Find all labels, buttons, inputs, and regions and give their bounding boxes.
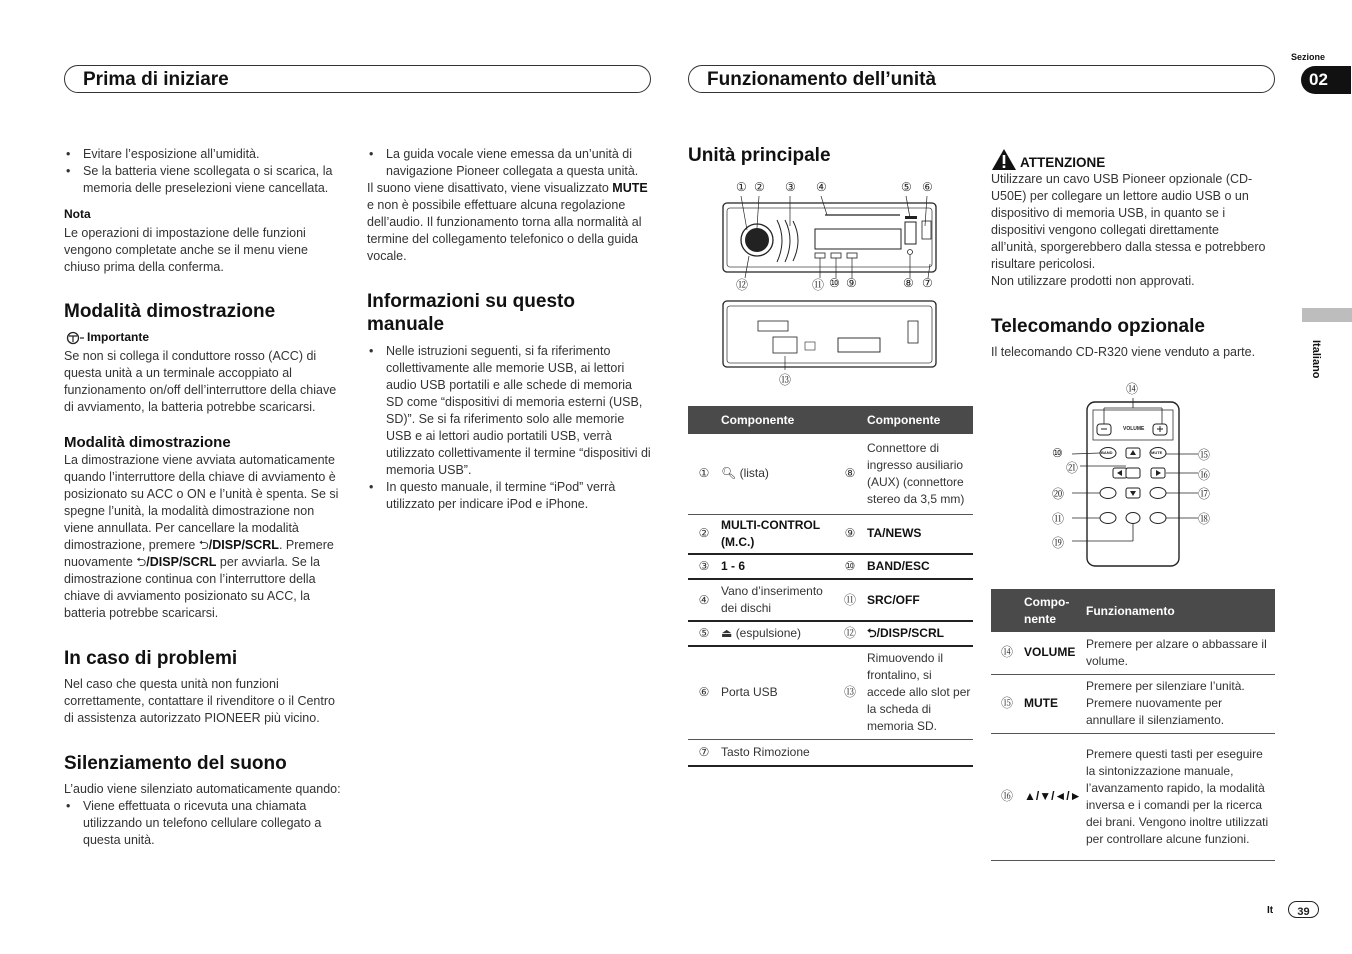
table-cell: [720, 621, 834, 646]
components-table: [688, 406, 973, 767]
section-header-left-title: Prima di iniziare: [83, 69, 229, 90]
column-4: [991, 148, 1266, 361]
telecomando-heading: Telecomando opzionale: [991, 316, 1205, 337]
table-cell-text: (lista): [739, 466, 769, 481]
section-header-right-title: Funzionamento dell’unità: [707, 69, 937, 90]
callout-label: ④: [816, 180, 827, 194]
table-cell: ⑧: [834, 434, 866, 514]
table-cell-text: /DISP/SCRL: [876, 626, 944, 640]
table-cell: 1 - 6: [720, 554, 834, 579]
demo-text: [64, 452, 347, 622]
callout-label: ⑭: [1126, 382, 1139, 396]
problemi-heading: In caso di problemi: [64, 648, 238, 669]
table-cell: Vano d’inserimento dei dischi: [720, 579, 834, 621]
table-cell: ⑩: [834, 554, 866, 579]
language-label: Italiano: [1310, 340, 1322, 379]
section-number-text: 02: [1309, 70, 1328, 89]
callout-label: ⑰: [1198, 487, 1211, 501]
table-row: [688, 554, 973, 579]
callout-label: ⑳: [1052, 487, 1065, 501]
section-header-left: [64, 65, 651, 93]
table-row: [991, 733, 1275, 860]
callout-label: ⑮: [1198, 448, 1211, 462]
list-item: • In questo manuale, il termine “iPod” verrà utilizzato per indicare iPod e iPhone.: [367, 479, 651, 513]
back-icon: ⮌: [136, 555, 147, 569]
table-header-cell: Componente: [720, 406, 834, 434]
table-cell: SRC/OFF: [866, 579, 973, 621]
table-cell: Porta USB: [720, 646, 834, 739]
table-header-cell: [834, 406, 866, 434]
table-row: [991, 632, 1275, 674]
column-1: [64, 146, 347, 849]
table-row: [688, 739, 973, 766]
demo-key-1: /DISP/SCRL: [208, 538, 279, 552]
importante-row: [64, 329, 347, 346]
search-icon: 🔍︎: [721, 466, 737, 481]
table-cell: Tasto Rimozione: [720, 739, 973, 766]
info-heading: Informazioni su questo manuale: [367, 291, 575, 335]
mute-text: [367, 180, 651, 265]
column-2: [367, 146, 651, 513]
list-item: • Nelle istruzioni seguenti, si fa riferimento collettivamente alle memorie USB, ai lettori audio USB portatili e alle schede di memoria SD come “dispositivi di memoria esterni (USB, SD)”. Se si fa riferimento solo alle memorie USB e ai lettori audio portatili USB, verrà utilizzato collettivamente il termine “dispositivi di memoria USB”.: [367, 343, 651, 479]
importante-text: Se non si collega il conduttore rosso (ACC) di questa unità a un terminale accoppiato al funzionamento on/off dell’interruttore della chiave di avviamento, la batteria potrebbe scaricarsi.: [64, 349, 337, 414]
callout-label: ⑬: [779, 373, 792, 387]
table-cell: BAND/ESC: [866, 554, 973, 579]
table-row: [688, 579, 973, 621]
language-tab: [1302, 308, 1352, 322]
table-cell: [866, 621, 973, 646]
demo-key-2: /DISP/SCRL: [146, 555, 217, 569]
table-cell: Premere questi tasti per eseguire la sintonizzazione manuale, l’avanzamento rapido, la modalità inversa e i comandi per la ricerca dei brani. Vengono inoltre utilizzati per controllare alcune funzioni.: [1085, 733, 1275, 860]
table-cell: ⑥: [688, 646, 720, 739]
important-icon: [64, 331, 84, 345]
table-cell: ②: [688, 514, 720, 554]
mute-text-part1: Il suono viene disattivato, viene visualizzato: [367, 181, 613, 195]
section-label: Sezione: [1291, 52, 1326, 62]
callout-label: ⑦: [922, 276, 933, 290]
head-unit-figure: [715, 178, 945, 393]
list-item: • Evitare l’esposizione all’umidità.: [64, 146, 347, 163]
callout-label: ㉑: [1066, 461, 1079, 475]
table-cell: TA/NEWS: [866, 514, 973, 554]
table-cell: ⑯: [991, 733, 1023, 860]
table-cell: ⑪: [834, 579, 866, 621]
table-header-row: [991, 589, 1275, 632]
table-cell: VOLUME: [1023, 632, 1085, 674]
callout-label: ⑩: [829, 276, 840, 290]
problemi-text: Nel caso che questa unità non funzioni correttamente, contattare il rivenditore o il Centro di assistenza autorizzato PIONEER più vicino.: [64, 677, 335, 725]
attention-title: ATTENZIONE: [1020, 155, 1106, 170]
callout-label: ⑪: [1052, 512, 1065, 526]
callout-label: ②: [754, 180, 765, 194]
table-cell: Rimuovendo il frontalino, si accede allo slot per la scheda di memoria SD.: [866, 646, 973, 739]
remote-mute-text: MUTE: [1151, 450, 1163, 455]
table-cell-text: (espulsione): [735, 626, 802, 640]
eject-icon: ⏏: [721, 626, 733, 640]
demo-subheading: Modalità dimostrazione: [64, 434, 231, 451]
footer-lang: It: [1267, 905, 1274, 916]
attention-text-2: Non utilizzare prodotti non approvati.: [991, 274, 1195, 288]
callout-label: ③: [785, 180, 796, 194]
callout-label: ⑨: [846, 276, 857, 290]
unita-title: Unità principale: [688, 145, 831, 166]
table-cell: ⑨: [834, 514, 866, 554]
silenz-text: L’audio viene silenziato automaticamente quando:: [64, 782, 341, 796]
table-header-cell: [688, 406, 720, 434]
demo-text-part1: La dimostrazione viene avviata automaticamente quando l’interruttore della chiave di avviamento è posizionato su ACC o ON e l’unità è spenta. Se si spegne l’unità, la modalità dimostrazione non viene annullata. Per cancellare la modalità dimostrazione, premere: [64, 453, 339, 552]
section-number: [1301, 66, 1351, 94]
list-item: • Viene effettuata o ricevuta una chiamata utilizzando un telefono cellulare collegato a questa unità.: [64, 798, 347, 849]
callout-label: ⑯: [1198, 468, 1211, 482]
unita-heading: [688, 144, 831, 167]
callout-label: ⑥: [922, 180, 933, 194]
callout-label: ①: [736, 180, 747, 194]
table-row: [688, 514, 973, 554]
table-header-cell: [991, 589, 1023, 632]
table-header-cell: Componente: [866, 406, 973, 434]
table-cell: ⑤: [688, 621, 720, 646]
demo-text-part3: per avviarla. Se la dimostrazione continua con l’interruttore della chiave di avviamento posizionato su ACC, la batteria potrebbe scaricarsi.: [64, 555, 320, 620]
back-icon: ⮌: [198, 538, 209, 552]
table-row: [991, 674, 1275, 733]
page-number-pill: [1288, 901, 1319, 918]
section-header-right: [688, 65, 1275, 93]
callout-label: ⑱: [1198, 512, 1211, 526]
table-cell: Premere per alzare o abbassare il volume.: [1085, 632, 1275, 674]
attention-text: Utilizzare un cavo USB Pioneer opzionale (CD-U50E) per collegare un lettore audio USB o un dispositivo di memoria USB, in quanto se i dispositivi vengono collegati direttamente all’unità, sporgerebbero dalla stessa e potrebbero risultare pericolosi.: [991, 172, 1266, 271]
table-cell: ④: [688, 579, 720, 621]
nota-text: Le operazioni di impostazione delle funzioni vengono completate anche se il menu viene chiuso prima della conferma.: [64, 226, 308, 274]
remote-table: [991, 589, 1275, 861]
mute-word: MUTE: [612, 181, 648, 195]
table-cell: ①: [688, 434, 720, 514]
demo-heading: Modalità dimostrazione: [64, 301, 276, 322]
attention-row: [991, 148, 1266, 171]
table-cell: ⑫: [834, 621, 866, 646]
callout-label: ⑧: [903, 276, 914, 290]
page-number: 39: [1297, 906, 1310, 918]
table-row: [688, 434, 973, 514]
callout-label: ⑫: [736, 278, 749, 292]
table-cell: Premere per silenziare l’unità. Premere nuovamente per annullare il silenziamento.: [1085, 674, 1275, 733]
list-item: • Se la batteria viene scollegata o si scarica, la memoria delle preselezioni viene cancellata.: [64, 163, 347, 197]
table-cell: ⑮: [991, 674, 1023, 733]
callout-label: ⑩: [1052, 446, 1063, 460]
table-cell: MULTI-CONTROL (M.C.): [720, 514, 834, 554]
telecomando-text: Il telecomando CD-R320 viene venduto a parte.: [991, 345, 1256, 359]
mute-text-part2: e non è possibile effettuare alcuna regolazione dell’audio. Il funzionamento torna alla normalità al termine del collegamento telefonico o della guida vocale.: [367, 198, 642, 263]
callout-label: ⑤: [901, 180, 912, 194]
table-header-row: [688, 406, 973, 434]
table-cell: ⑭: [991, 632, 1023, 674]
table-cell: ⑦: [688, 739, 720, 766]
table-row: [688, 646, 973, 739]
table-row: [688, 621, 973, 646]
list-item: • La guida vocale viene emessa da un’unità di navigazione Pioneer collegata a questa unità.: [367, 146, 651, 180]
silenz-heading: Silenziamento del suono: [64, 753, 287, 774]
table-cell: ⑬: [834, 646, 866, 739]
table-header-cell: Funzionamento: [1085, 589, 1275, 632]
table-cell: ③: [688, 554, 720, 579]
remote-band-text: BAND: [1101, 450, 1113, 455]
nota-title: Nota: [64, 207, 91, 221]
table-cell: [720, 434, 834, 514]
remote-volume-text: VOLUME: [1123, 426, 1145, 432]
table-header-cell: Compo-nente: [1023, 589, 1085, 632]
table-cell: ▲/▼/◄/►: [1023, 733, 1085, 860]
callout-label: ⑪: [812, 278, 825, 292]
remote-figure: [1050, 378, 1220, 573]
importante-label: Importante: [87, 330, 150, 344]
table-cell: MUTE: [1023, 674, 1085, 733]
callout-label: ⑲: [1052, 536, 1065, 550]
back-icon: ⮌: [867, 626, 877, 640]
warning-icon: [991, 148, 1017, 171]
demo-text-part2: . Premere nuovamente: [64, 538, 334, 569]
table-cell: Connettore di ingresso ausiliario (AUX) (connettore stereo da 3,5 mm): [866, 434, 973, 514]
